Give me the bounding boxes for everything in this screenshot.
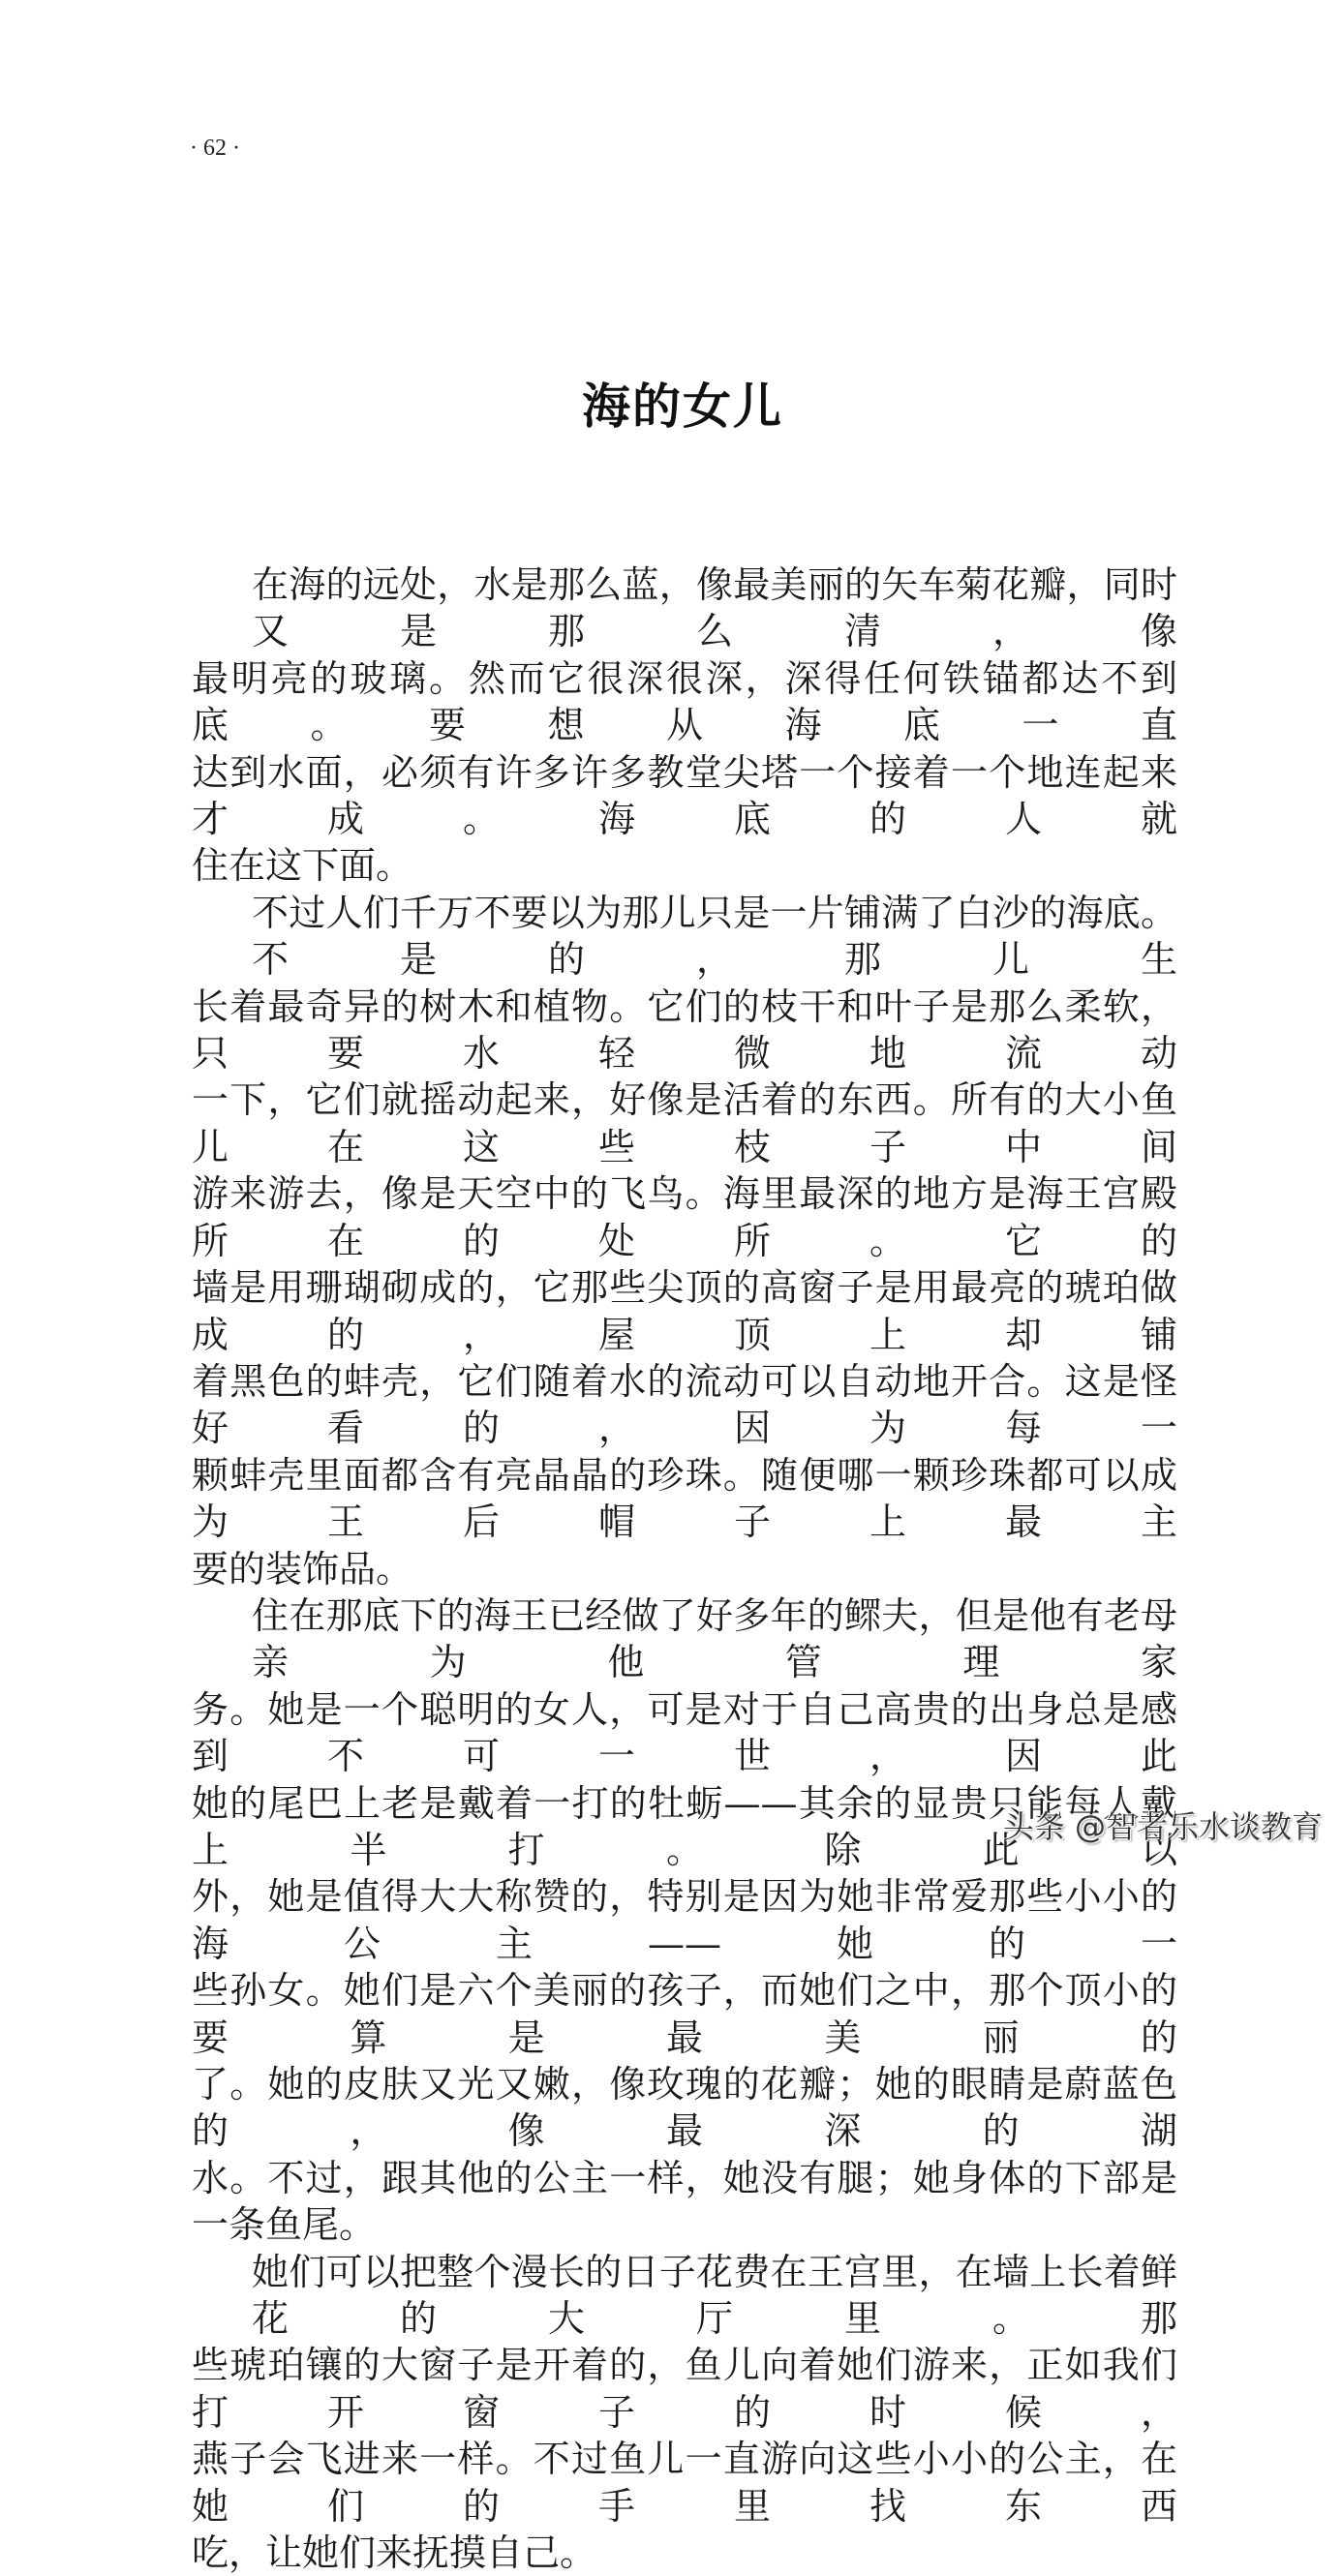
text-line: 一下，它们就摇动起来，好像是活着的东西。所有的大小鱼儿在这些枝子中间 (192, 1078, 1177, 1168)
text-line: 住在这下面。 (192, 844, 413, 888)
paragraph (192, 2249, 1177, 2576)
text-line: 务。她是一个聪明的女人，可是对于自己高贵的出身总是感到不可一世，因此 (192, 1687, 1177, 1778)
text-line: 要的装饰品。 (192, 1547, 413, 1591)
text-line: 吃，让她们来抚摸自己。 (192, 2531, 597, 2575)
text-line: 她的尾巴上老是戴着一打的牡蛎——其余的显贵只能每人戴上半打。除此以 (192, 1781, 1177, 1871)
text-line: 游来游去，像是天空中的飞鸟。海里最深的地方是海王宫殿所在的处所。它的 (192, 1172, 1177, 1262)
body-text (192, 561, 1177, 2576)
paragraph (192, 561, 1177, 890)
text-line: 达到水面，必须有许多许多教堂尖塔一个接着一个地连起来才成。海底的人就 (192, 750, 1177, 841)
text-line: 外，她是值得大大称赞的，特别是因为她非常爱那些小小的海公主——她的一 (192, 1875, 1177, 1965)
text-line: 在海的远处，水是那么蓝，像最美丽的矢车菊花瓣，同时又是那么清，像 (252, 563, 1177, 653)
text-line: 墙是用珊瑚砌成的，它那些尖顶的高窗子是用最亮的琥珀做成的，屋顶上却铺 (192, 1266, 1177, 1356)
page-number: · 62 · (190, 136, 240, 161)
paragraph (192, 1592, 1177, 2249)
watermark: 头条 @智者乐水谈教育 (1002, 1808, 1323, 1845)
text-line: 些孙女。她们是六个美丽的孩子，而她们之中，那个顶小的要算是最美丽的 (192, 1969, 1177, 2059)
text-line: 些琥珀镶的大窗子是开着的，鱼儿向着她们游来，正如我们打开窗子的时候， (192, 2344, 1177, 2434)
text-line: 不过人们千万不要以为那儿只是一片铺满了白沙的海底。不是的，那儿生 (252, 891, 1177, 982)
text-line: 她们可以把整个漫长的日子花费在王宫里，在墙上长着鲜花的大厅里。那 (252, 2250, 1177, 2341)
text-line: 了。她的皮肤又光又嫩，像玫瑰的花瓣；她的眼睛是蔚蓝色的，像最深的湖 (192, 2063, 1177, 2153)
chapter-title: 海的女儿 (582, 378, 783, 435)
text-line: 长着最奇异的树木和植物。它们的枝干和叶子是那么柔软，只要水轻微地流动 (192, 985, 1177, 1076)
text-line: 着黑色的蚌壳，它们随着水的流动可以自动地开合。这是怪好看的，因为每一 (192, 1359, 1177, 1450)
text-line: 水。不过，跟其他的公主一样，她没有腿；她身体的下部是一条鱼尾。 (192, 2156, 1177, 2247)
text-line: 最明亮的玻璃。然而它很深很深，深得任何铁锚都达不到底。要想从海底一直 (192, 656, 1177, 747)
text-line: 住在那底下的海王已经做了好多年的鳏夫，但是他有老母亲为他管理家 (252, 1593, 1177, 1684)
text-line: 颗蚌壳里面都含有亮晶晶的珍珠。随便哪一颗珍珠都可以成为王后帽子上最主 (192, 1453, 1177, 1544)
text-line: 燕子会飞进来一样。不过鱼儿一直游向这些小小的公主，在她们的手里找东西 (192, 2438, 1177, 2528)
paragraph (192, 890, 1177, 1592)
